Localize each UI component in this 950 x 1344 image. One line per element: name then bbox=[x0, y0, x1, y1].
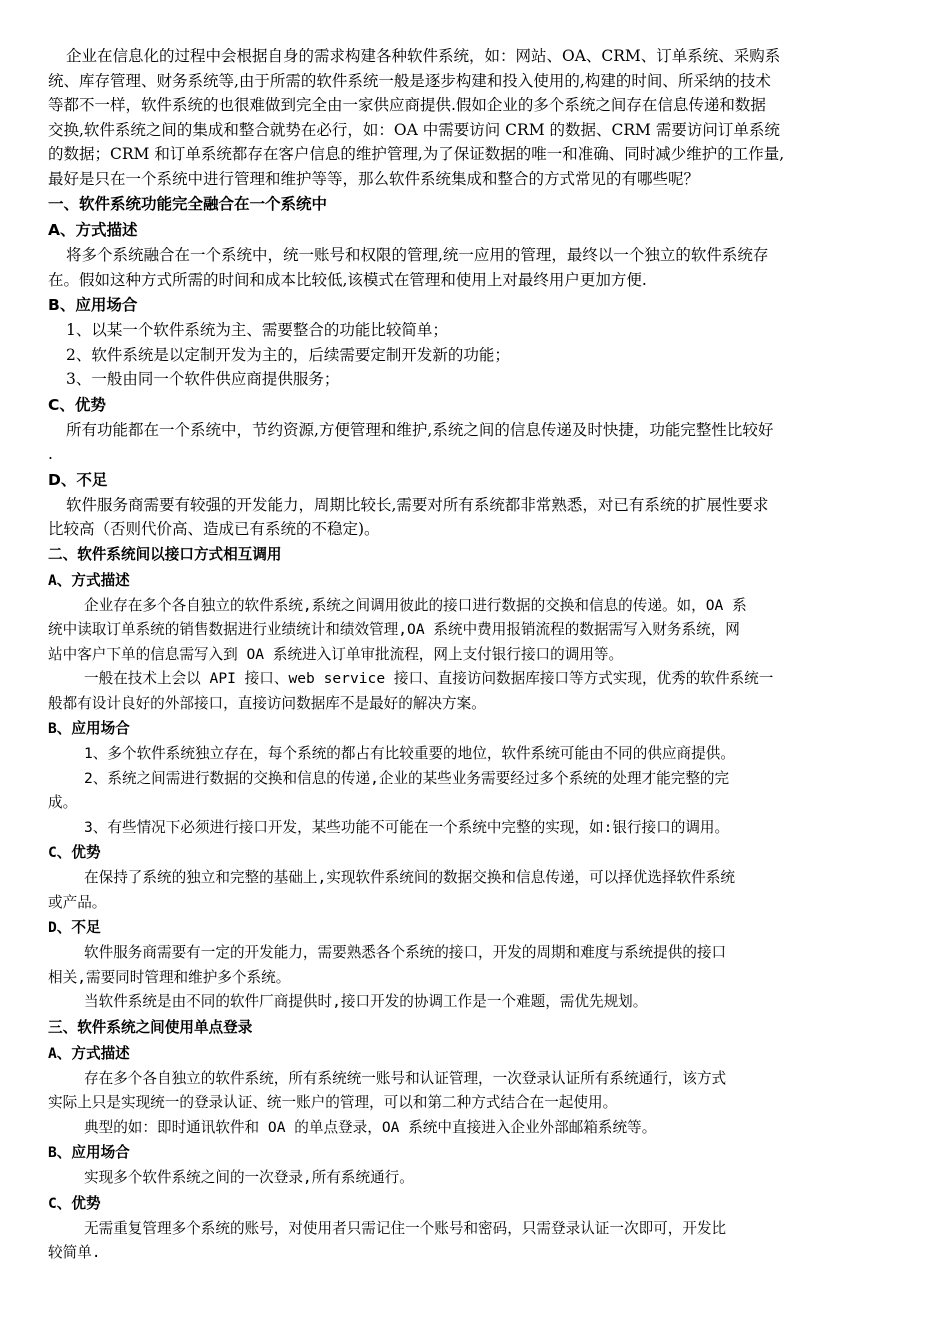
body-line: 在保持了系统的独立和完整的基础上,实现软件系统间的数据交换和信息传递，可以择优选择软件系统 bbox=[84, 869, 735, 886]
list-item: 2、软件系统是以定制开发为主的，后续需要定制开发新的功能； bbox=[66, 345, 510, 364]
body-line: 般都有设计良好的外部接口，直接访问数据库不是最好的解决方案。 bbox=[48, 694, 486, 712]
body-line: 实现多个软件系统之间的一次登录,所有系统通行。 bbox=[84, 1169, 414, 1186]
subsection-heading: D、不足 bbox=[48, 919, 101, 936]
body-line: 所有功能都在一个系统中，节约资源,方便管理和维护,系统之间的信息传递及时快捷，功能完整性比较好 bbox=[66, 420, 774, 439]
body-line: 存在多个各自独立的软件系统，所有系统统一账号和认证管理，一次登录认证所有系统通行，该方式 bbox=[84, 1069, 727, 1087]
body-line: . bbox=[48, 445, 53, 463]
body-line: 当软件系统是由不同的软件厂商提供时,接口开发的协调工作是一个难题，需优先规划。 bbox=[84, 993, 648, 1010]
section-heading: 三、软件系统之间使用单点登录 bbox=[48, 1018, 253, 1036]
intro-line: 企业在信息化的过程中会根据自身的需求构建各种软件系统，如：网站、OA、CRM、订单系统、采购系 bbox=[66, 47, 781, 65]
body-line: 无需重复管理多个系统的账号，对使用者只需记住一个账号和密码，只需登录认证一次即可，开发比 bbox=[84, 1219, 727, 1237]
body-line: 将多个系统融合在一个系统中，统一账号和权限的管理,统一应用的管理，最终以一个独立的软件系统存 bbox=[66, 246, 769, 264]
intro-line: 等都不一样，软件系统的也很难做到完全由一家供应商提供.假如企业的多个系统之间存在信息传递和数据 bbox=[48, 96, 766, 114]
body-line: 比较高（否则代价高、造成已有系统的不稳定)。 bbox=[48, 520, 380, 538]
body-line: 相关,需要同时管理和维护多个系统。 bbox=[48, 968, 291, 986]
body-line: 实际上只是实现统一的登录认证、统一账户的管理，可以和第二种方式结合在一起使用。 bbox=[48, 1094, 618, 1111]
body-line: 软件服务商需要有一定的开发能力，需要熟悉各个系统的接口，开发的周期和难度与系统提供的接口 bbox=[84, 944, 727, 961]
subsection-heading: D、不足 bbox=[48, 470, 108, 489]
subsection-heading: B、应用场合 bbox=[48, 720, 130, 737]
subsection-heading: C、优势 bbox=[48, 395, 106, 414]
intro-line: 交换,软件系统之间的集成和整合就势在必行，如：OA 中需要访问 CRM 的数据、CRM 需要访问订单系统 bbox=[48, 120, 780, 139]
list-item: 2、系统之间需进行数据的交换和信息的传递,企业的某些业务需要经过多个系统的处理才能完整的完 bbox=[84, 769, 730, 787]
subsection-heading: C、优势 bbox=[48, 844, 101, 861]
section-3 bbox=[48, 1015, 904, 1266]
intro-line: 的数据；CRM 和订单系统都存在客户信息的维护管理,为了保证数据的唯一和准确、同时减少维护的工作量, bbox=[48, 145, 785, 163]
section-1 bbox=[48, 191, 904, 542]
list-item: 3、有些情况下必须进行接口开发，某些功能不可能在一个系统中完整的实现，如:银行接口的调用。 bbox=[84, 818, 730, 836]
list-item: 3、一般由同一个软件供应商提供服务； bbox=[66, 370, 340, 388]
body-line: 或产品。 bbox=[48, 893, 107, 911]
section-heading: 一、软件系统功能完全融合在一个系统中 bbox=[48, 195, 328, 213]
list-item: 1、多个软件系统独立存在，每个系统的都占有比较重要的地位，软件系统可能由不同的供应商提供。 bbox=[84, 745, 735, 762]
body-line: 企业存在多个各自独立的软件系统,系统之间调用彼此的接口进行数据的交换和信息的传递。如，OA 系 bbox=[84, 596, 747, 614]
body-line: 在。假如这种方式所需的时间和成本比较低,该模式在管理和使用上对最终用户更加方便. bbox=[48, 270, 647, 289]
list-item: 1、以某一个软件系统为主、需要整合的功能比较简单； bbox=[66, 321, 448, 339]
body-line: 站中客户下单的信息需写入到 OA 系统进入订单审批流程，网上支付银行接口的调用等。 bbox=[48, 645, 624, 663]
subsection-heading: A、方式描述 bbox=[48, 1044, 130, 1062]
body-line: 软件服务商需要有较强的开发能力，周期比较长,需要对所有系统都非常熟悉，对已有系统的扩展性要求 bbox=[66, 495, 769, 514]
body-line: 统中读取订单系统的销售数据进行业绩统计和绩效管理,OA 系统中费用报销流程的数据需写入财务系统，网 bbox=[48, 621, 740, 638]
intro-line: 统、库存管理、财务系统等,由于所需的软件系统一般是逐步构建和投入使用的,构建的时间、所采纳的技术 bbox=[48, 71, 771, 90]
body-line: 一般在技术上会以 API 接口、web service 接口、直接访问数据库接口等方式实现，优秀的软件系统一 bbox=[84, 670, 774, 687]
subsection-heading: C、优势 bbox=[48, 1194, 101, 1212]
section-heading: 二、软件系统间以接口方式相互调用 bbox=[48, 545, 282, 563]
list-item-continued: 成。 bbox=[48, 794, 78, 811]
subsection-heading: B、应用场合 bbox=[48, 1144, 130, 1161]
intro-line: 最好是只在一个系统中进行管理和维护等等，那么软件系统集成和整合的方式常见的有哪些呢？ bbox=[48, 169, 700, 188]
subsection-heading: A、方式描述 bbox=[48, 571, 130, 589]
body-line: 典型的如：即时通讯软件和 OA 的单点登录，OA 系统中直接进入企业外部邮箱系统等。 bbox=[84, 1118, 657, 1136]
section-2 bbox=[48, 542, 904, 1015]
intro-paragraph bbox=[48, 44, 904, 191]
body-line: 较简单. bbox=[48, 1244, 101, 1261]
subsection-heading: B、应用场合 bbox=[48, 296, 138, 314]
subsection-heading: A、方式描述 bbox=[48, 221, 138, 239]
